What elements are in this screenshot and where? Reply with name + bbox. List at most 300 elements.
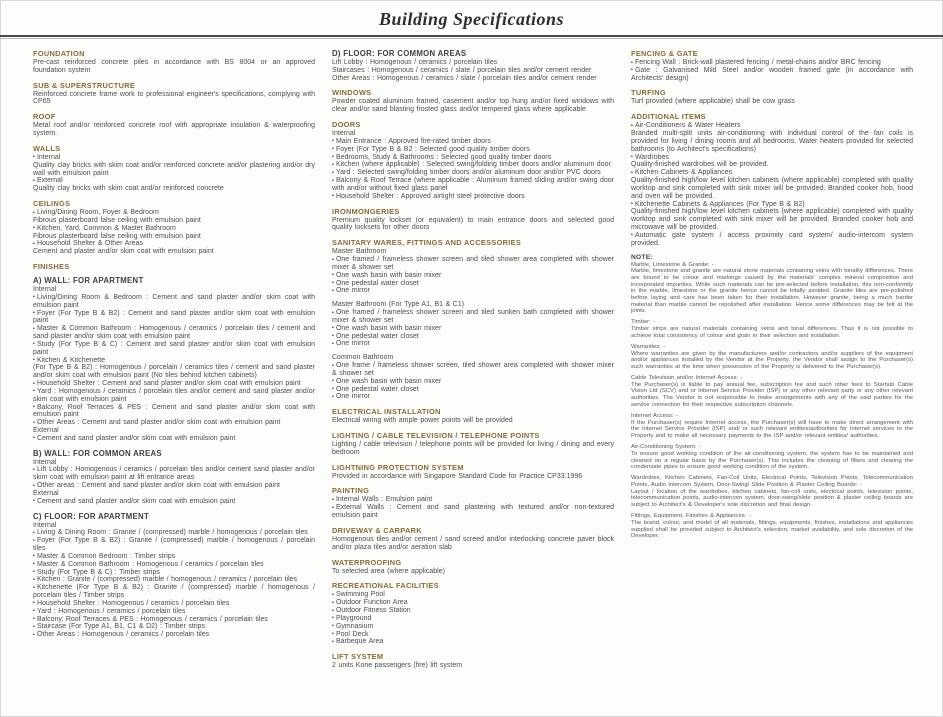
text-line: Quality-finished wardrobes will be provided. (631, 161, 769, 169)
bullet-text: Swimming Pool (335, 591, 385, 599)
bullet-text: One wash basin with basin mixer (335, 271, 442, 279)
section-heading: RECREATIONAL FACILITIES (332, 581, 439, 591)
bullet-item (332, 393, 614, 401)
bullet-item (332, 193, 614, 201)
bullet-icon: ▪ (332, 340, 334, 347)
bullet-text: Cement and sand plaster and/or skim coat with emulsion paint (36, 497, 236, 505)
bullet-icon: ▪ (332, 623, 334, 630)
bullet-text: Yard : Homogenous / ceramics / porcelain tiles and/or cement and sand plaster and/or skim coat with emulsion paint (33, 387, 315, 403)
bullet-item (332, 340, 614, 348)
bullet-text: Kitchen & Kitchenette (36, 356, 106, 364)
section-heading: ADDITIONAL ITEMS (631, 112, 706, 122)
page-title: Building Specifications (378, 9, 565, 29)
bullet-text: Other Areas : Homogenous / ceramics / porcelain tiles (36, 631, 210, 639)
section (332, 558, 614, 576)
text-line: Internal (33, 458, 57, 466)
bullet-item (33, 466, 315, 482)
bullet-icon: ▪ (33, 623, 35, 630)
text-line: Internal (33, 521, 57, 529)
bullet-text: Living/Dining Room, Foyer & Bedroom (36, 209, 159, 217)
bullet-item (332, 287, 614, 295)
bullet-item (33, 154, 315, 162)
bullet-text: Master & Common Bathroom : Homogenous / ceramics / porcelain tiles (36, 560, 264, 568)
text-line: Common Bathroom (332, 354, 394, 362)
text-line: Premium quality lockset (or equivalent) to main entrance doors and selected good quality locksets for other doors (332, 216, 614, 232)
section (332, 463, 614, 481)
column-1 (33, 49, 315, 676)
section-heading: FOUNDATION (33, 49, 85, 58)
bullet-text: Lift Lobby : Homogenous / ceramics / porcelain tiles and/or cement sand plaster and/or skim coat with emulsion paint at lift entrance areas (33, 466, 315, 482)
bullet-icon: ▪ (33, 380, 35, 387)
bullet-text: Study (For Type B & C) : Cement and sand plaster and/or skim coat with emulsion paint (33, 340, 315, 356)
bullet-text: One pedestal water closet (335, 385, 419, 393)
text-line: Master Bathroom (For Type A1, B1 & C1) (332, 301, 465, 309)
text-line: To ensure good working condition of the air-conditioning system, the system has to be maintained and cleaned on a regular basis by the Purchaser(s). This includes the cleaning of filters and clearing the condensate pipes to ensure good working condition of the system. (631, 450, 913, 471)
section (332, 526, 614, 552)
section (33, 49, 315, 75)
text-line: Quality-finished high/low level kitchen cabinets (where applicable) completed with quality worktop and sink completed with sink mixer will be provided. Branded cooker hob and microwave will be provided. (631, 208, 913, 232)
bullet-icon: ▪ (33, 404, 35, 410)
text-line: Marble, Limestone & Granite: - (631, 261, 714, 268)
bullet-item (33, 529, 315, 537)
bullet-text: Household Shelter & Other Areas (36, 240, 143, 248)
bullet-item (332, 638, 614, 646)
section (631, 112, 913, 247)
section (33, 512, 315, 639)
bullet-text: Fencing Wall : Brick-wall plastered fencing / metal-chains and/or BRC fencing (634, 59, 881, 66)
text-line: Air-Conditioning System: - (631, 444, 701, 451)
bullet-icon: ▪ (332, 638, 334, 645)
text-line: Reinforced concrete frame work to professional engineer's specifications, complying with CP65 (33, 90, 315, 106)
bullet-icon: ▪ (631, 59, 633, 66)
bullet-item (332, 333, 614, 341)
bullet-item (33, 576, 315, 584)
bullet-item (631, 201, 913, 209)
section (33, 112, 315, 138)
section-heading: CEILINGS (33, 199, 71, 209)
text-line: Timber strips are natural materials containing veins and tonal differences. Thus it is not possible to achieve total consistency of colour and grain in their selection and installation. (631, 326, 913, 339)
text-line: Electrical wiring with ample power points will be provided (332, 417, 513, 425)
bullet-text: Playground (335, 614, 372, 622)
bullet-item (33, 498, 315, 506)
bullet-icon: ▪ (33, 209, 35, 216)
bullet-item (33, 553, 315, 561)
bullet-icon: ▪ (33, 357, 35, 364)
text-line: The Purchaser(s) is liable to pay annual fee, subscription fee and such other fees to Starhub Cable Vision Ltd (SCV) and or Internet Service Provider (ISP) or any other relevant party or any other relevant authorities. The Vendor is not responsible to make arrangements with any of the said parties for the service connection for their respective subscription channels. (631, 381, 913, 408)
bullet-item (332, 623, 614, 631)
bullet-item (33, 561, 315, 569)
bullet-icon: ▪ (33, 310, 35, 317)
bullet-item (33, 608, 315, 616)
text-line: Wardrobes, Kitchen Cabinets, Fan-Coil Units, Electrical Points, Television Points, Telecommunication Points, Audio Intercom System, Door-Swing/ Slide Position & Plaster Ceiling Boards: - (631, 475, 913, 489)
bullet-icon: ▪ (33, 435, 35, 442)
bullet-item (33, 357, 315, 365)
bullet-text: Automatic gate system / access proximity card system/ audio-intercom system provided. (631, 231, 913, 247)
bullet-icon: ▪ (33, 419, 35, 426)
text-line: Layout / location of the wardrobes, kitchen cabinets, fan-coil units, electrical points, television points, telecommunication points, audio-intercom system, door-swing/slide position & plaster ceiling boards are subject to Architect's & Developer's sole discretion and final design. (631, 488, 913, 509)
section (332, 49, 614, 82)
bullet-icon: ▪ (332, 177, 334, 184)
bullet-item (332, 615, 614, 623)
section (332, 120, 614, 200)
bullet-icon: ▪ (332, 599, 334, 606)
bullet-text: One framed / frameless shower screen and tiled sunken bath completed with shower mixer & shower set (332, 309, 614, 324)
section-heading: B) WALL: FOR COMMON AREAS (33, 448, 162, 458)
bullet-item (631, 122, 913, 130)
bullet-item (332, 177, 614, 193)
bullet-icon: ▪ (33, 600, 35, 607)
bullet-item (332, 496, 614, 504)
section (332, 238, 614, 401)
section-heading: DRIVEWAY & CARPARK (332, 525, 422, 535)
bullet-text: Foyer (For Type B & B2) : Granite / (compressed) marble / homogenous / porcelain tiles (33, 537, 315, 553)
bullet-text: Barbeque Area (335, 638, 384, 646)
bullet-icon: ▪ (33, 466, 35, 473)
bullet-icon: ▪ (332, 325, 334, 332)
bullet-icon: ▪ (33, 529, 35, 536)
bullet-item (33, 209, 315, 217)
bullet-icon: ▪ (332, 504, 334, 511)
bullet-icon: ▪ (631, 67, 633, 74)
section-heading: WALLS (33, 143, 61, 153)
bullet-item (332, 138, 614, 146)
section-heading: C) FLOOR: FOR APARTMENT (33, 511, 150, 521)
section-heading: FINISHES (33, 262, 70, 272)
section (33, 276, 315, 443)
bullet-text: Kitchen : Granite / (compressed) marble / homogenous / ceramics / porcelain tiles (36, 576, 298, 584)
bullet-icon: ▪ (332, 333, 334, 340)
text-line: Internal (332, 130, 356, 138)
bullet-icon: ▪ (33, 177, 35, 184)
text-line: Internal (33, 286, 57, 294)
bullet-text: Household Shelter : Cement and sand plaster and/or skim coat with emulsion paint (36, 380, 301, 388)
bullet-text: Foyer (For Type B & B2) : Cement and sand plaster and/or skim coat with emulsion paint (33, 309, 315, 325)
section (33, 144, 315, 193)
text-line: Internet Access: - (631, 413, 678, 419)
bullet-item (33, 294, 315, 310)
bullet-text: External Walls : Cement and sand plastering with textured and/or non-textured emulsion paint (332, 504, 614, 520)
bullet-item (33, 569, 315, 577)
bullet-text: Kitchenette Cabinets & Appliances (For Type B & B2) (634, 200, 805, 208)
text-line: Lift Lobby : Homogenous / ceramics / porcelain tiles (332, 59, 498, 66)
bullet-icon: ▪ (332, 138, 334, 145)
text-line: Quality clay bricks with skim coat and/or reinforced concrete and/or plastering and/or dry wall with emulsion paint (33, 161, 315, 177)
bullet-text: Internal (36, 153, 61, 161)
bullet-icon: ▪ (332, 309, 334, 316)
bullet-icon: ▪ (332, 615, 334, 622)
text-line: Staircases : Homogenous / ceramics / slate / porcelain tiles and/or cement render (332, 66, 592, 74)
bullet-text: Other Areas : Cement and sand plaster and/or skim coat with emulsion paint (36, 419, 281, 427)
bullet-text: Kitchen Cabinets & Appliances (634, 169, 733, 177)
bullet-text: Balcony & Roof Terrace (where applicable : Aluminum framed sliding and/or swing door with and/or without fixed glass panel (332, 177, 614, 192)
bullet-item (332, 631, 614, 639)
text-line: Master Bathroom (332, 248, 387, 256)
bullet-icon: ▪ (631, 232, 633, 239)
bullet-text: Gymnasium (335, 622, 374, 630)
bullet-text: Other areas : Cement and sand plaster and/or skim coat with emulsion paint (36, 482, 280, 490)
text-line: Timber: - (631, 319, 655, 326)
section-heading: LIGHTING / CABLE TELEVISION / TELEPHONE POINTS (332, 430, 540, 440)
text-line: External (33, 489, 59, 497)
section-heading: D) FLOOR: FOR COMMON AREAS (332, 49, 467, 58)
bullet-text: Household Shelter : Homogenous / ceramics / porcelain tiles (36, 599, 230, 607)
text-line: Lighting / cable television / telephone points will be provided for living / dining and every bedroom (332, 440, 614, 456)
bullet-item (332, 607, 614, 615)
bullet-icon: ▪ (332, 386, 334, 392)
bullet-item (631, 154, 913, 162)
bullet-text: Air-Conditioners & Water Heaters (634, 122, 741, 130)
bullet-text: Kitchenette (For Type B & B2) : Granite / (compressed) marble / homogenous / porcelain tiles / Timber strips (33, 584, 315, 600)
bullet-icon: ▪ (631, 201, 633, 208)
bullet-text: Bedrooms, Study & Bathrooms : Selected good quality timber doors (335, 153, 552, 161)
bullet-text: Pool Deck (335, 630, 369, 638)
bullet-item (631, 59, 913, 67)
bullet-icon: ▪ (332, 496, 334, 503)
bullet-item (332, 256, 614, 272)
text-line: Turf provided (where applicable) shall be cow grass (631, 98, 795, 106)
bullet-text: Internal Walls : Emulsion paint (335, 496, 433, 504)
bullet-item (33, 537, 315, 553)
bullet-icon: ▪ (332, 362, 334, 369)
bullet-item (33, 482, 315, 490)
section-heading: WINDOWS (332, 88, 372, 98)
text-line: (For Type B & B2) : Homogenous / porcelain / ceramics tiles / cement and sand plaster and/or skim coat with emulsion paint (No tiles behind kitchen cabinets) (33, 364, 315, 380)
section-heading: LIGHTNING PROTECTION SYSTEM (332, 462, 464, 472)
text-line: Cable Television and/or Internet Access: - (631, 375, 743, 382)
text-line: Provided in accordance with Singapore Standard Code for Practice CP33:1996 (332, 472, 583, 480)
section (332, 486, 614, 519)
bullet-text: One mirror (335, 287, 371, 295)
bullet-item (332, 309, 614, 325)
text-line: Quality clay bricks with skim coat and/or reinforced concrete (33, 185, 224, 193)
text-line: Fittings, Equipment, Finishes & Appliances: - (631, 513, 751, 520)
bullet-item (33, 310, 315, 326)
bullet-text: Master & Common Bathroom : Homogenous / ceramics / porcelain tiles / cement and sand plaster and/or skim coat with emulsion paint (33, 325, 315, 341)
section-heading: SUB & SUPERSTRUCTURE (33, 80, 136, 90)
section (33, 449, 315, 506)
bullet-text: Wardrobes (634, 153, 669, 161)
text-line: Pre-cast reinforced concrete piles in accordance with BS 8004 or an approved foundation system (33, 59, 315, 74)
bullet-icon: ▪ (332, 193, 334, 200)
bullet-text: Yard : Homogenous / ceramics / porcelain tiles (36, 607, 186, 615)
bullet-item (631, 169, 913, 177)
bullet-item (332, 325, 614, 333)
text-line: Other Areas : Homogenous / ceramics / slate / porcelain tiles and/or cement render (332, 74, 597, 82)
bullet-icon: ▪ (33, 498, 35, 505)
section-heading: ROOF (33, 112, 56, 122)
bullet-item (33, 380, 315, 388)
bullet-text: Yard : Selected swing/folding timber doors and/or aluminum door and/or PVC doors (335, 169, 601, 177)
bullet-text: One framed / frameless shower screen and tiled shower area completed with shower mixer & shower set (332, 256, 614, 271)
bullet-icon: ▪ (33, 240, 35, 247)
section (332, 431, 614, 457)
text-line: Fibrous plasterboard false ceiling with emulsion paint (33, 216, 201, 224)
bullet-text: One mirror (335, 340, 371, 348)
bullet-icon: ▪ (332, 272, 334, 279)
bullet-icon: ▪ (332, 154, 334, 161)
section-heading: LIFT SYSTEM (332, 652, 384, 662)
columns (0, 49, 943, 676)
bullet-icon: ▪ (332, 631, 334, 638)
bullet-text: Cement and sand plaster and/or skim coat with emulsion paint (36, 434, 236, 442)
bullet-icon: ▪ (332, 146, 334, 153)
text-line: Marble, limestone and granite are natural stone materials containing veins with tonality differences. There are bound to be colour and markings caused by the materials' complex mineral composition and incorporated impurities. While such materials can be pre-selected before installation, this non-conformity in the marble, limestone or the granite hence cannot be totally avoided. Granite tiles are pre-polished before laying and care has been taken for their installation. However granite, being a much harder material than marble cannot be repolished after installation. Hence some differences may be felt at the joints. (631, 268, 913, 315)
section-heading: PAINTING (332, 486, 370, 496)
section (631, 88, 913, 106)
bullet-text: Balcony, Roof Terraces & PES : Homogenous / ceramics / porcelain tiles (36, 615, 268, 623)
bullet-text: One pedestal water closet (335, 332, 419, 340)
bullet-item (33, 631, 315, 639)
section-heading: ELECTRICAL INSTALLATION (332, 407, 441, 417)
column-2 (332, 49, 614, 676)
bullet-icon: ▪ (332, 280, 334, 287)
text-line: Homogenous tiles and/or cement / sand screed and/or interlocking concrete paver block and/or plaza tiles and/or aeration slab (332, 535, 614, 551)
section (332, 88, 614, 114)
bullet-text: Master & Common Bedroom : Timber strips (36, 552, 176, 560)
text-line: 2 units Kone passengers (fire) lift system (332, 662, 463, 670)
bullet-icon: ▪ (332, 161, 334, 168)
bullet-item (332, 272, 614, 280)
section (332, 652, 614, 670)
bullet-item (332, 161, 614, 169)
text-line: Where warranties are given by the manufacturers and/or contractors and/or suppliers of the equipment and/or appliances installed by the Vendor at the Property, the Vendor shall assign to the Purchaser(s) such warranties at the time when possession of the Property is delivered to the Purchaser(s). (631, 350, 913, 370)
bullet-icon: ▪ (631, 169, 633, 176)
bullet-icon: ▪ (631, 122, 633, 129)
section-heading: NOTE: (631, 253, 654, 261)
section-heading: A) WALL: FOR APARTMENT (33, 276, 144, 286)
bullet-icon: ▪ (332, 256, 334, 263)
bullet-icon: ▪ (332, 378, 334, 385)
bullet-icon: ▪ (33, 576, 35, 583)
bullet-item (33, 225, 315, 233)
bullet-item (33, 600, 315, 608)
bullet-text: Living/Dining Room & Bedroom : Cement and sand plaster and/or skim coat with emulsion paint (33, 293, 315, 309)
text-line: Metal roof and/or reinforced concrete roof with appropriate insulation & waterproofing system. (33, 122, 315, 138)
text-line: Warranties: - (631, 343, 666, 350)
section-heading: SANITARY WARES, FITTINGS AND ACCESSORIES (332, 238, 522, 248)
bullet-icon: ▪ (33, 482, 35, 489)
bullet-icon: ▪ (332, 591, 334, 598)
bullet-item (33, 616, 315, 624)
bullet-icon: ▪ (33, 537, 35, 544)
section-heading: DOORS (332, 120, 361, 130)
bullet-text: Kitchen (where applicable) : Selected swing/folding timber doors and/or aluminum door (335, 161, 611, 169)
bullet-text: One mirror (335, 393, 371, 401)
bullet-text: Outdoor Function Area (335, 599, 408, 607)
bullet-icon: ▪ (332, 169, 334, 176)
bullet-icon: ▪ (33, 616, 35, 623)
bullet-icon: ▪ (33, 341, 35, 348)
bullet-item (33, 584, 315, 600)
bullet-item (33, 388, 315, 404)
bullet-item (33, 240, 315, 248)
bullet-item (33, 623, 315, 631)
bullet-item (332, 169, 614, 177)
bullet-item (332, 599, 614, 607)
bullet-text: One wash basin with basin mixer (335, 324, 442, 332)
bullet-item (332, 591, 614, 599)
section (631, 254, 913, 540)
bullet-item (332, 362, 614, 378)
column-3 (631, 49, 913, 676)
text-line: To selected area (where applicable) (332, 567, 445, 575)
text-line: Cement and plaster and/or skim coat with emulsion paint (33, 248, 214, 256)
bullet-item (33, 325, 315, 341)
bullet-item (33, 177, 315, 185)
bullet-item (33, 404, 315, 420)
bullet-text: One frame / frameless shower screen, tiled shower area completed with shower mixer & shower set (332, 362, 614, 377)
bullet-text: Household Shelter : Approved airtight steel protective doors (335, 192, 525, 200)
text-line: If the Purchaser(s) require Internet access, the Purchaser(s) will have to make direct arrangement with the Internet Service Provider (ISP) and/ or such relevant entities/authorities for Internet services to the Property and to make all necessary payments to the ISP and/or relevant entities/ authorities. (631, 419, 913, 440)
bullet-item (332, 378, 614, 386)
bullet-item (631, 67, 913, 83)
bullet-text: Main Entrance : Approved fire-rated timber doors (335, 137, 491, 145)
section (332, 207, 614, 233)
bullet-icon: ▪ (33, 569, 35, 576)
bullet-item (332, 280, 614, 288)
bullet-icon: ▪ (33, 561, 35, 568)
bullet-text: Outdoor Fitness Station (335, 607, 411, 615)
bullet-item (332, 386, 614, 394)
bullet-text: Study (For Type B & C) : Timber strips (36, 568, 160, 576)
bullet-item (33, 341, 315, 357)
bullet-text: Foyer (For Type B & B2 : Selected good quality timber doors (335, 145, 530, 153)
bullet-text: Living & Dining Room : Granite / (compressed) marble / homogenous / porcelain tiles (36, 529, 308, 537)
text-line: External (33, 426, 59, 434)
section-heading: WATERPROOFING (332, 557, 402, 567)
text-line: Branded multi-split units air-conditioning with individual control of the fan coils is provided for living / dining rooms and all bedrooms. Water heaters provided for selected bathrooms (to Architect's specifications) (631, 130, 913, 153)
bullet-icon: ▪ (33, 225, 35, 232)
section-heading: FENCING & GATE (631, 49, 698, 58)
bullet-item (332, 154, 614, 162)
bullet-text: Staircase (For Type A1, B1, C1 & D2) : Timber strips (36, 623, 206, 631)
bullet-icon: ▪ (33, 325, 35, 332)
bullet-item (33, 419, 315, 427)
section (33, 262, 315, 271)
bullet-icon: ▪ (33, 553, 35, 560)
section (631, 49, 913, 82)
bullet-icon: ▪ (33, 584, 35, 591)
bullet-text: One pedestal water closet (335, 279, 419, 287)
bullet-text: Balcony, Roof Terraces & PES : Cement and sand plaster and/or skim coat with emulsion paint (33, 403, 315, 419)
section (332, 407, 614, 425)
text-line: The brand, colour, and model of all materials, fittings, equipments, finishes, installations and appliances supplied shall be provided subject to Architect's selection, market availability, and sole discretion of the Developer. (631, 519, 913, 540)
section-heading: IRONMONGERIES (332, 206, 400, 216)
text-line: Fibrous plasterboard false ceiling with emulsion paint (33, 232, 201, 240)
bullet-icon: ▪ (33, 631, 35, 638)
bullet-text: Kitchen, Yard, Common & Master Bathroom (36, 224, 176, 232)
bullet-item (631, 232, 913, 248)
bullet-icon: ▪ (33, 294, 35, 301)
bullet-icon: ▪ (33, 388, 35, 395)
text-line: Powder coated aluminum framed, casement and/or top hung and/or fixed windows with clear and/or sand blasting frosted glass and/or tempered glass where applicable (332, 98, 614, 114)
bullet-item (33, 435, 315, 443)
bullet-text: Gate : Galvanised Mild Steel and/or wooden framed gate (in accordance with Architects' design) (631, 66, 913, 82)
title-divider (0, 35, 943, 39)
bullet-icon: ▪ (33, 154, 35, 161)
bullet-icon: ▪ (332, 607, 334, 614)
section (33, 81, 315, 107)
bullet-icon: ▪ (332, 287, 334, 294)
bullet-icon: ▪ (332, 393, 334, 400)
section (33, 199, 315, 256)
section-heading: TURFING (631, 88, 666, 98)
bullet-item (332, 504, 614, 520)
bullet-item (332, 146, 614, 154)
text-line: Quality-finished high/low level kitchen cabinets (where applicable) completed with quality worktop and sink completed with sink mixer will be provided. Branded cooker hob, hood and oven will be provided. (631, 177, 913, 200)
section (332, 581, 614, 646)
bullet-icon: ▪ (33, 608, 35, 615)
